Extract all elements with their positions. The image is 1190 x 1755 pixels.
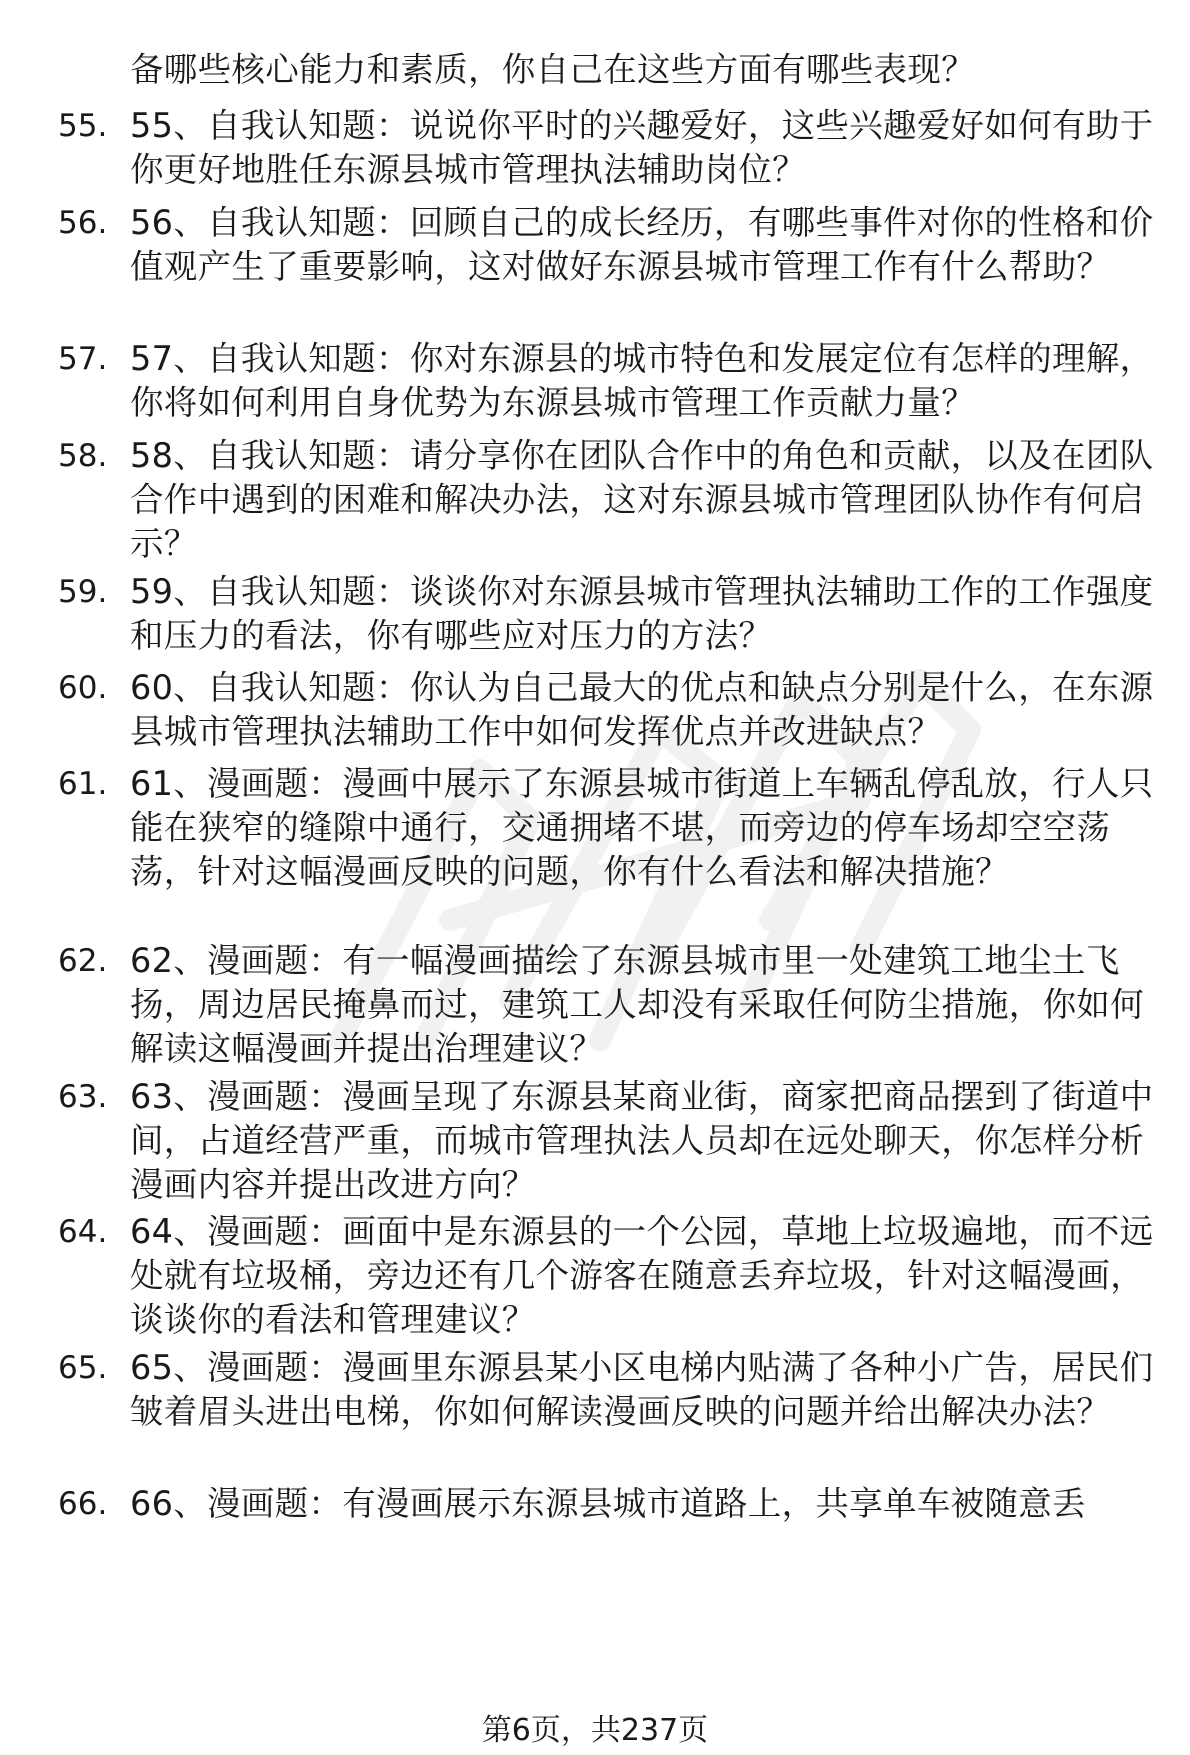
item-text: 64、漫画题：画面中是东源县的一个公园，草地上垃圾遍地，而不远处就有垃圾桶，旁边还有几个游客在随意丢弃垃圾，针对这幅漫画，谈谈你的看法和管理建议？ <box>130 1212 1154 1339</box>
item-text: 61、漫画题：漫画中展示了东源县城市街道上车辆乱停乱放，行人只能在狭窄的缝隙中通行，交通拥堵不堪，而旁边的停车场却空空荡荡，针对这幅漫画反映的问题，你有什么看法和解决措施？ <box>130 764 1154 891</box>
page-number-footer: 第6页，共237页 <box>481 1713 709 1748</box>
item-text: 63、漫画题：漫画呈现了东源县某商业街，商家把商品摆到了街道中间，占道经营严重，而城市管理执法人员却在远处聊天，你怎样分析漫画内容并提出改进方向？ <box>130 1077 1154 1204</box>
item-text: 56、自我认知题：回顾自己的成长经历，有哪些事件对你的性格和价值观产生了重要影响，这对做好东源县城市管理工作有什么帮助？ <box>130 203 1154 286</box>
item-number: 66. <box>58 1486 108 1522</box>
item-text: 66、漫画题：有漫画展示东源县城市道路上，共享单车被随意丢 <box>130 1484 1086 1523</box>
item-number: 62. <box>58 943 108 979</box>
item-number: 61. <box>58 766 108 802</box>
item-number: 63. <box>58 1079 108 1115</box>
item-number: 60. <box>58 670 108 706</box>
item-number: 64. <box>58 1214 108 1250</box>
item-number: 65. <box>58 1350 108 1386</box>
continuation-text: 备哪些核心能力和素质，你自己在这些方面有哪些表现？ <box>130 50 975 89</box>
item-number: 59. <box>58 574 108 610</box>
item-number: 56. <box>58 205 108 241</box>
item-text: 62、漫画题：有一幅漫画描绘了东源县城市里一处建筑工地尘土飞扬，周边居民掩鼻而过，建筑工人却没有采取任何防尘措施，你如何解读这幅漫画并提出治理建议？ <box>130 941 1144 1068</box>
item-text: 58、自我认知题：请分享你在团队合作中的角色和贡献，以及在团队合作中遇到的困难和解决办法，这对东源县城市管理团队协作有何启示？ <box>130 436 1154 563</box>
item-text: 59、自我认知题：谈谈你对东源县城市管理执法辅助工作的工作强度和压力的看法，你有哪些应对压力的方法？ <box>130 572 1154 655</box>
item-text: 55、自我认知题：说说你平时的兴趣爱好，这些兴趣爱好如何有助于你更好地胜任东源县城市管理执法辅助岗位？ <box>130 106 1154 189</box>
item-text: 57、自我认知题：你对东源县的城市特色和发展定位有怎样的理解，你将如何利用自身优势为东源县城市管理工作贡献力量？ <box>130 339 1154 422</box>
item-text: 60、自我认知题：你认为自己最大的优点和缺点分别是什么，在东源县城市管理执法辅助工作中如何发挥优点并改进缺点？ <box>130 668 1154 751</box>
item-number: 58. <box>58 438 108 474</box>
item-number: 57. <box>58 341 108 377</box>
item-number: 55. <box>58 108 108 144</box>
item-text: 65、漫画题：漫画里东源县某小区电梯内贴满了各种小广告，居民们皱着眉头进出电梯，你如何解读漫画反映的问题并给出解决办法？ <box>130 1348 1154 1431</box>
